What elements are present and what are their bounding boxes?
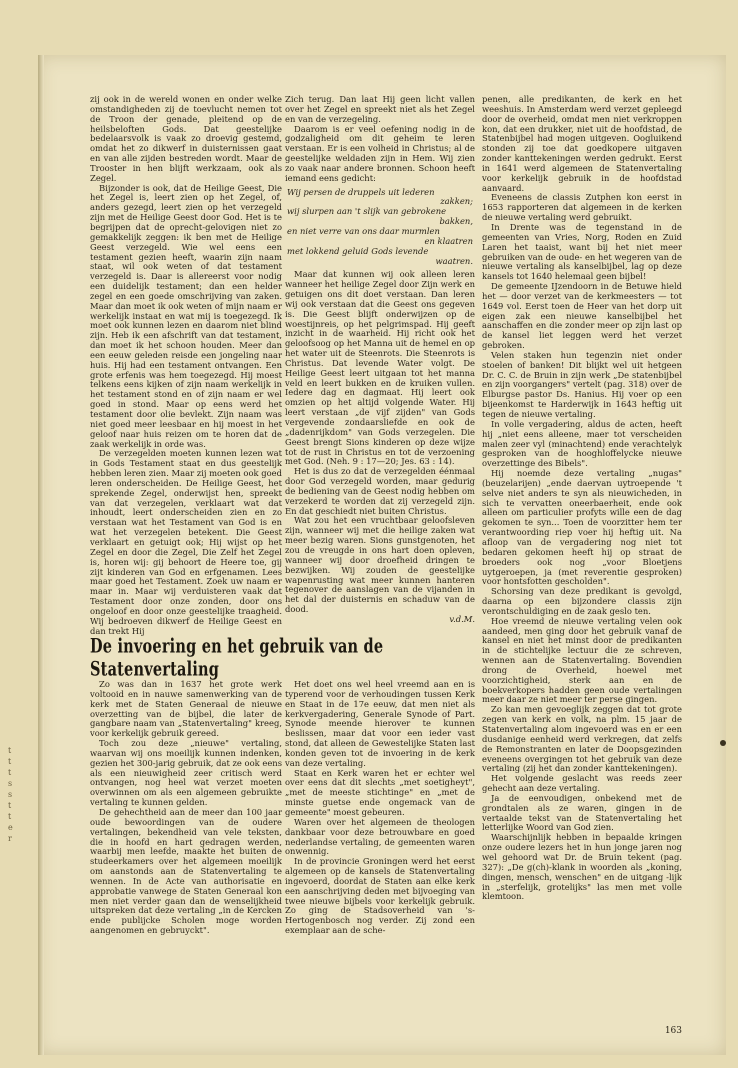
poem-line: zakken; — [440, 196, 473, 207]
paragraph: In Drente was de tegenstand in de gemeenten van Vries, Norg, Roden en Zuid Laren het taaist, want bij het niet meer gebruiken van de oude- en het wegeren van de nieuwe vertaling als kanselbijbel, lag op deze kansels tot 1640 helemaal geen bijbel! — [482, 221, 682, 282]
paragraph: De gemeente IJzendoorn in de Betuwe hield het — door verzet van de kerkmeesters — tot 1649 vol. Eerst toen de Heer van het dorp uit eigen zak een nieuwe kanselbijbel het aanschaffen en die zonder meer op zijn last op de kansel liet leggen werd het verzet gebroken. — [482, 281, 682, 351]
paragraph: Hij noemde deze vertaling „nugas" (beuzelarijen) „ende daervan uytroepende 't selve niet anders te syn als nieuwicheden, in sich te vervatten oneerbaerheit, ende ook alleen om particulier profyts wille een de dag gekomen te syn... Toen de voorzitter hem ter verantwoording riep voer hij heftig uit. Na afloop van de vergadering nog niet tot bedaren gekomen heeft hij op straat de broeders ook nog „voor Bloetjens uytgeroepen, ja (met reverentie gesproken) voor hontsfotten gescholden". — [482, 468, 682, 587]
poem-line: en klaatren — [424, 235, 473, 246]
left-edge-bleed-marks — [8, 745, 18, 844]
paragraph: Wat zou het een vruchtbaar geloofsleven zijn, wanneer wij met die heilige zaken wat meer bezig waren. Sions gunstgenoten, het zou de vreugde in ons hart doen opleven, wanneer wij door droefheid dringen te bezwijken. Wij zouden de geestelijke wapenrusting wat meer kunnen hanteren tegenover de aanslagen van de vijanden in het dal der duisternis en schaduw van de dood. — [285, 515, 475, 615]
poem-line: wij slurpen aan 't slijk van gebrokene — [287, 206, 447, 217]
column-bottom-left — [90, 679, 282, 936]
paragraph: Zo was dan in 1637 het grote werk voltooid en in nauwe samenwerking van de kerk met de Staten Generaal de nieuwe overzetting van de bijbel, die later de gangbare naam van „Statenvertaling" kreeg, voor kerkelijk gebruik gereed. — [90, 679, 282, 739]
paragraph: De gehechtheid aan de meer dan 100 jaar oude bewoordingen van de oudere vertalingen, bekendheid van vele teksten, die in hoofd en hart gedragen werden, waarbij men leefde, maakte het buiten de studeerkamers over het algemeen moeilijk om aanstonds aan de Statenvertaling te wennen. In de Acte van authorisatie en approbatie vanwege de Staten Generaal kon men niet verder gaan dan de wenselijkheid uitspreken dat deze vertaling „in de Kercken ende publijcke Scholen moge worden aangenomen en gebruyckt". — [90, 806, 282, 936]
paragraph: Daarom is er veel oefening nodig in de godzaligheid om dit geheim te leren verstaan. Er is een volheid in Christus; al de geestelijke weldaden zijn in Hem. Wij zien zo vaak naar andere bronnen. Schoon heeft iemand eens gedicht: — [285, 123, 475, 183]
binding-hole — [720, 740, 726, 746]
paragraph: Waren over het algemeen de theologen dankbaar voor deze betrouwbare en goed nederlandse vertaling, de gemeenten waren onwennig. — [285, 816, 475, 857]
edge-mark: t — [8, 768, 12, 777]
paragraph: Het is dus zo dat de verzegelden éénmaal door God verzegeld worden, maar gedurig de bediening van de Geest nodig hebben om verzekerd te worden dat zij verzegeld zijn. En dat geschiedt niet buiten Christus. — [285, 466, 475, 516]
edge-mark: s — [8, 790, 13, 799]
paragraph: In volle vergadering, aldus de acten, heeft hij „niet eens alleene, maer tot verscheiden malen zeer vyl (minachtend) ende verachtelyk gesproken van de hooghloffelycke nieuwe overzettinge des Bibels". — [482, 418, 682, 469]
paragraph: zij ook in de wereld wonen en onder welke omstandigheden zij de toevlucht nemen tot de Troon der genade, pleitend op de heilsbeloften Gods. Dat geestelijke bedelaarsvolk is vaak zo droevig gestemd, omdat het zo dikwerf in duisternissen gaat en van alle zijden bestreden wordt. Maar de Trooster in hen blijft werkzaam, ook als Zegel. — [90, 94, 282, 183]
paragraph: Bijzonder is ook, dat de Heilige Geest, Die het Zegel is, leert zien op het Zegel, of, anders gezegd, leert zien op het verzegeld zijn met de Heilige Geest door God. Het is te begrijpen dat de oprecht-gelovigen niet zo gemakkelijk zeggen: ik ben met de Heilige Geest verzegeld. Wie wel eens een testament gezien heeft, waarin zijn naam staat, wil ook weten of dat testament verzegeld is. Daar is allereerst voor nodig een duidelijk testament; dan een helder zegel en een goede omschrijving van zaken. Maar dan moet ik ook weten of mijn naam er werkelijk instaat en wat mij is toegezegd. Ik moet ook kunnen lezen en daarom niet blind zijn. Heb ik een afschrift van dat testament, dan moet ik het schoon houden. Meer dan een eeuw geleden reisde een jongeling naar huis. Hij had een testament ontvangen. Een grote erfenis was hem toegezegd. Hij moest telkens eens kijken of zijn naam werkelijk in het testament stond en of zijn naam er wel goed in stond. Maar op eens werd het testament door olie bevlekt. Zijn naam was niet goed meer leesbaar en hij moest in het geloof naar huis reizen om te horen dat de zaak werkelijk in orde was. — [90, 182, 282, 449]
paragraph: In de provincie Groningen werd het eerst algemeen op de kansels de Statenvertaling ingevoerd, doordat de Staten aan elke kerk een aanschrijving deden met bijvoeging van twee nieuwe bijbels voor kerkelijk gebruik. Zo ging de Stadsoverheid van 's-Hertogenbosch nog verder. Zij zond een exemplaar aan de sche- — [285, 856, 475, 936]
paragraph: Hoe vreemd de nieuwe vertaling velen ook aandeed, men ging door het gebruik vanaf de kansel en niet het minst door de predikanten in de stichtelijke lectuur die ze schreven, wennen aan de Statenvertaling. Bovendien drong de Overheid, hoewel met voorzichtigheid, sterk aan en de boekverkopers hadden geen oude vertalingen meer daar ze niet meer ter perse gingen. — [482, 615, 682, 705]
column-bottom-middle — [285, 679, 475, 936]
edge-mark: t — [8, 801, 12, 810]
paragraph: Staat en Kerk waren het er echter wel over eens dat dit slechts „met soetigheyt", „met de meeste stichtinge" en „met de minste guetse ende ongemack van de gemeente" moest gebeuren. — [285, 767, 475, 817]
page-number: 163 — [664, 1026, 682, 1036]
paragraph: Maar dat kunnen wij ook alleen leren wanneer het heilige Zegel door Zijn werk en getuigen ons dit doet verstaan. Dan leren wij ook verstaan dat die Geest ons gegeven is. Die Geest blijft onderwijzen op de woestijnreis, op het pelgrimspad. Hij geeft inzicht in de waarheid. Hij richt ook het geloofsoog op het Manna uit de hemel en op het water uit de Steenrots. Die Steenrots is Christus. Dat levende Water volgt. De Heilige Geest leert uitgaan tot het manna veld en leert bukken en de kruiken vullen. Iedere dag en dagmaat. Hij leert ook omzien op het altijd volgende Water. Hij leert verstaan „de vijf zijden" van Gods vergevende zondaarsliefde en ook de „dadenrijkdom" van Gods verzegelen. Die Geest brengt Sions kinderen op deze wijze tot de rust in Christus en tot de verzoening met God. (Neh. 9 : 17—20; Jes. 63 : 14). — [285, 269, 475, 467]
poem-line: en niet verre van ons daar murmlen — [287, 225, 440, 236]
paragraph: Toch zou deze „nieuwe" vertaling, waarvan wij ons moeilijk kunnen indenken, gezien het 300-jarig gebruik, dat ze ook eens als een nieuwigheid zeer critisch werd ontvangen, nog heel wat verzet moeten overwinnen om als een algemeen gebruikte vertaling te kunnen gelden. — [90, 738, 282, 808]
edge-mark: t — [8, 757, 12, 766]
poem-line: bakken, — [439, 216, 473, 227]
edge-mark: e — [8, 823, 13, 832]
paragraph: Ja de eenvoudigen, onbekend met de grondtalen als ze waren, gingen in de vertaalde tekst van de Statenvertaling het letterlijke Woord van God zien. — [482, 792, 682, 833]
paragraph: Het volgende geslacht was reeds zeer gehecht aan deze vertaling. — [482, 773, 682, 794]
paragraph: Waarschijnlijk hebben in bepaalde kringen onze oudere lezers het in hun jonge jaren nog wel gehoord wat Dr. de Bruin tekent (pag. 327): „De g(ch)-klank in woorden als „koning, dingen, mensch, wenschen" en de uitgang -lijk in „sterfelijk, grotelijks" las men met volle klemtoon. — [482, 832, 682, 902]
poem-line: waatren. — [435, 255, 473, 266]
edge-mark: r — [8, 834, 12, 843]
article-headline: De invoering en het gebruik van de Statenvertaling — [90, 635, 384, 681]
column-top-middle — [285, 95, 475, 725]
page-spine-shadow — [38, 55, 44, 1055]
edge-mark: t — [8, 746, 12, 755]
paragraph: Eveneens de classis Zutphen kon eerst in 1653 rapporteren dat algemeen in de kerken de nieuwe vertaling werd gebruikt. — [482, 192, 682, 223]
paragraph: Zich terug. Dan laat Hij geen licht vallen over het Zegel en spreekt niet als het Zegel en van de verzegeling. — [285, 94, 475, 124]
column-right — [482, 95, 682, 1050]
author-signature: v.d.M. — [449, 613, 475, 624]
paragraph: Velen staken hun tegenzin niet onder stoelen of banken! Dit blijkt wel uit hetgeen Dr. C. C. de Bruin in zijn werk „De statenbijbel en zijn voorgangers" vertelt (pag. 318) over de Elburgse pastor Ds. Hanius. Hij voer op een bijeenkomst te Harderwijk in 1643 heftig uit tegen de nieuwe vertaling. — [482, 349, 682, 419]
paragraph: Schorsing van deze predikant is gevolgd, daarna op een bijzondere classis zijn verontschuldiging en de zaak geslo ten. — [482, 586, 682, 616]
edge-mark: s — [8, 779, 13, 788]
paragraph: Zo kan men gevoeglijk zeggen dat tot grote zegen van kerk en volk, na plm. 15 jaar de Statenvertaling alom ingevoerd was en er een dusdanige eenheid werd verkregen, dat zelfs de Remonstranten en later de Doopsgezinden eveneens overgingen tot het gebruik van deze vertaling (zij het dan zonder kanttekeningen). — [482, 704, 682, 774]
paragraph: Het doet ons wel heel vreemd aan en is typerend voor de verhoudingen tussen Kerk en Staat in de 17e eeuw, dat men niet als kerkvergadering, Generale Synode of Part. Synode meende hierover te kunnen beslissen, maar dat voor een ieder vast stond, dat alleen de Gewestelijke Staten last konden geven tot de invoering in de kerk van deze vertaling. — [285, 679, 475, 768]
paragraph: De verzegelden moeten kunnen lezen wat in Gods Testament staat en dus geestelijk hebben leren zien. Maar zij moeten ook goed leren onderscheiden. De Heilige Geest, het sprekende Zegel, onderwijst hen, spreekt van dat verzegelen, verklaart wat dat inhoudt, leert onderscheiden zien en zo verstaan wat het Testament van God is en wat het verzegelen betekent. Die Geest verklaart en getuigt ook; Hij wijst op het Zegel en door die Zegel, Die Zelf het Zegel is, horen wij: gij behoort de Heere toe, gij zijt kinderen van God en erfgenamen. Lees maar goed het Testament. Zoek uw naam er maar in. Maar wij verduisteren vaak dat Testament door onze zonden, door ons ongeloof en door onze geestelijke traagheid. Wij bedroeven dikwerf de Heilige Geest en dan trekt Hij — [90, 448, 282, 636]
paragraph: penen, alle predikanten, de kerk en het weeshuis. In Amsterdam werd verzet gepleegd door de overheid, omdat men niet verkroppen kon, dat een drukker, niet uit de hoofdstad, de Statenbijbel had mogen uitgeven. Oogluikend stonden zij toe dat goedkopere uitgaven zonder kanttekeningen werden gedrukt. Eerst in 1641 werd algemeen de Statenvertaling voor kerkelijk gebruik in de hoofdstad aanvaard. — [482, 94, 682, 193]
poem-line: Wij persen de druppels uit lederen — [287, 186, 435, 197]
edge-mark: t — [8, 812, 12, 821]
poem-line: met lokkend geluid Gods levende — [287, 245, 429, 256]
poem — [287, 188, 475, 267]
